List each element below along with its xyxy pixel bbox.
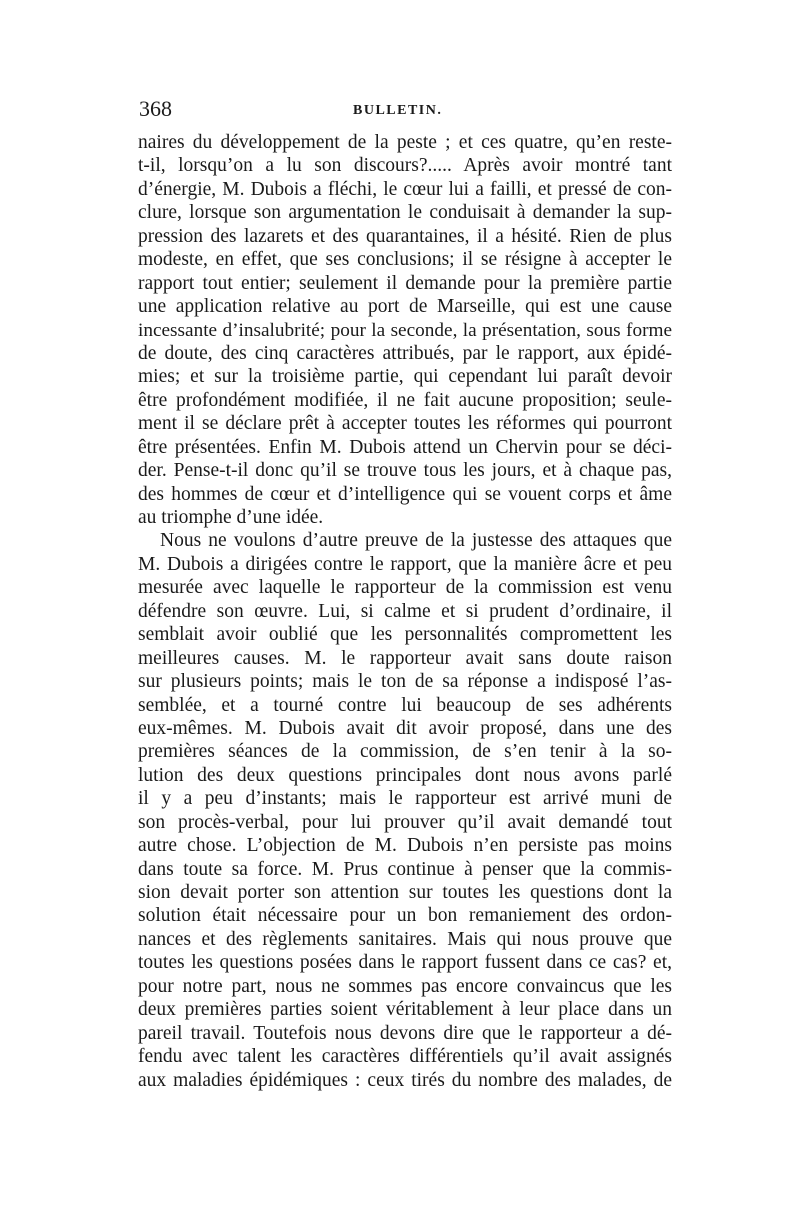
text-line: pression des lazarets et des quarantaines, il a hésité. Rien de plus [138, 225, 672, 247]
text-line: toutes les questions posées dans le rapport fussent dans ce cas? et, [138, 952, 672, 974]
text-line: d’énergie, M. Dubois a fléchi, le cœur lui a failli, et pressé de con- [138, 178, 672, 200]
text-line: naires du développement de la peste ; et ces quatre, qu’en reste- [138, 132, 672, 153]
text-line: être profondément modifiée, il ne fait aucune proposition; seule- [138, 389, 672, 411]
paragraph-start-line: Nous ne voulons d’autre preuve de la justesse des attaques que [160, 530, 672, 552]
text-line: être présentées. Enfin M. Dubois attend un Chervin pour se déci- [138, 436, 672, 458]
text-line: autre chose. L’objection de M. Dubois n’en persiste pas moins [138, 835, 672, 857]
text-line: rapport tout entier; seulement il demande pour la première partie [138, 272, 672, 294]
text-line: une application relative au port de Marseille, qui est une cause [138, 296, 672, 318]
text-line: dans toute sa force. M. Prus continue à penser que la commis- [138, 858, 672, 880]
text-line: défendre son œuvre. Lui, si calme et si prudent d’ordinaire, il [138, 600, 672, 622]
text-line: t-il, lorsqu’on a lu son discours?..... Après avoir montré tant [138, 155, 672, 177]
text-line: premières séances de la commission, de s’en tenir à la so- [138, 741, 672, 763]
running-head: BULLETIN. [353, 103, 443, 118]
page-number: 368 [139, 96, 172, 121]
text-line: der. Pense-t-il donc qu’il se trouve tous les jours, et à chaque pas, [138, 460, 672, 482]
body-text [138, 131, 672, 1092]
text-line: solution était nécessaire pour un bon remaniement des ordon- [138, 905, 672, 927]
text-line: M. Dubois a dirigées contre le rapport, que la manière âcre et peu [138, 553, 672, 575]
text-line: lution des deux questions principales dont nous avons parlé [138, 764, 672, 786]
text-line: mies; et sur la troisième partie, qui cependant lui paraît devoir [138, 366, 672, 388]
text-line: semblée, et a tourné contre lui beaucoup de ses adhérents [138, 694, 672, 716]
text-line: de doute, des cinq caractères attribués, par le rapport, aux épidé- [138, 342, 672, 364]
text-line: semblait avoir oublié que les personnalités compromettent les [138, 624, 672, 646]
page-header [139, 96, 671, 126]
text-line: aux maladies épidémiques : ceux tirés du nombre des malades, de [138, 1069, 672, 1091]
text-line: sion devait porter son attention sur toutes les questions dont la [138, 882, 672, 903]
text-line: des hommes de cœur et d’intelligence qui se vouent corps et âme [138, 483, 672, 505]
text-line: deux premières parties soient véritablement à leur place dans un [138, 999, 672, 1021]
paragraph-end-line: au triomphe d’une idée. [138, 507, 324, 528]
text-line: pareil travail. Toutefois nous devons dire que le rapporteur a dé- [138, 1022, 672, 1044]
text-line: eux-mêmes. M. Dubois avait dit avoir proposé, dans une des [138, 717, 672, 739]
text-line: fendu avec talent les caractères différentiels qu’il avait assignés [138, 1046, 672, 1068]
text-line: clure, lorsque son argumentation le conduisait à demander la sup- [138, 202, 672, 224]
text-line: pour notre part, nous ne sommes pas encore convaincus que les [138, 975, 672, 997]
text-line: mesurée avec laquelle le rapporteur de la commission est venu [138, 577, 672, 599]
text-line: ment il se déclare prêt à accepter toutes les réformes qui pourront [138, 413, 672, 435]
text-line: meilleures causes. M. le rapporteur avait sans doute raison [138, 647, 672, 669]
text-line: il y a peu d’instants; mais le rapporteur est arrivé muni de [138, 788, 672, 810]
text-line: sur plusieurs points; mais le ton de sa réponse a indisposé l’as- [138, 671, 672, 693]
text-line: son procès-verbal, pour lui prouver qu’il avait demandé tout [138, 811, 672, 833]
text-line: incessante d’insalubrité; pour la seconde, la présentation, sous forme [138, 319, 672, 341]
text-line: nances et des règlements sanitaires. Mais qui nous prouve que [138, 928, 672, 950]
text-line: modeste, en effet, que ses conclusions; il se résigne à accepter le [138, 249, 672, 271]
